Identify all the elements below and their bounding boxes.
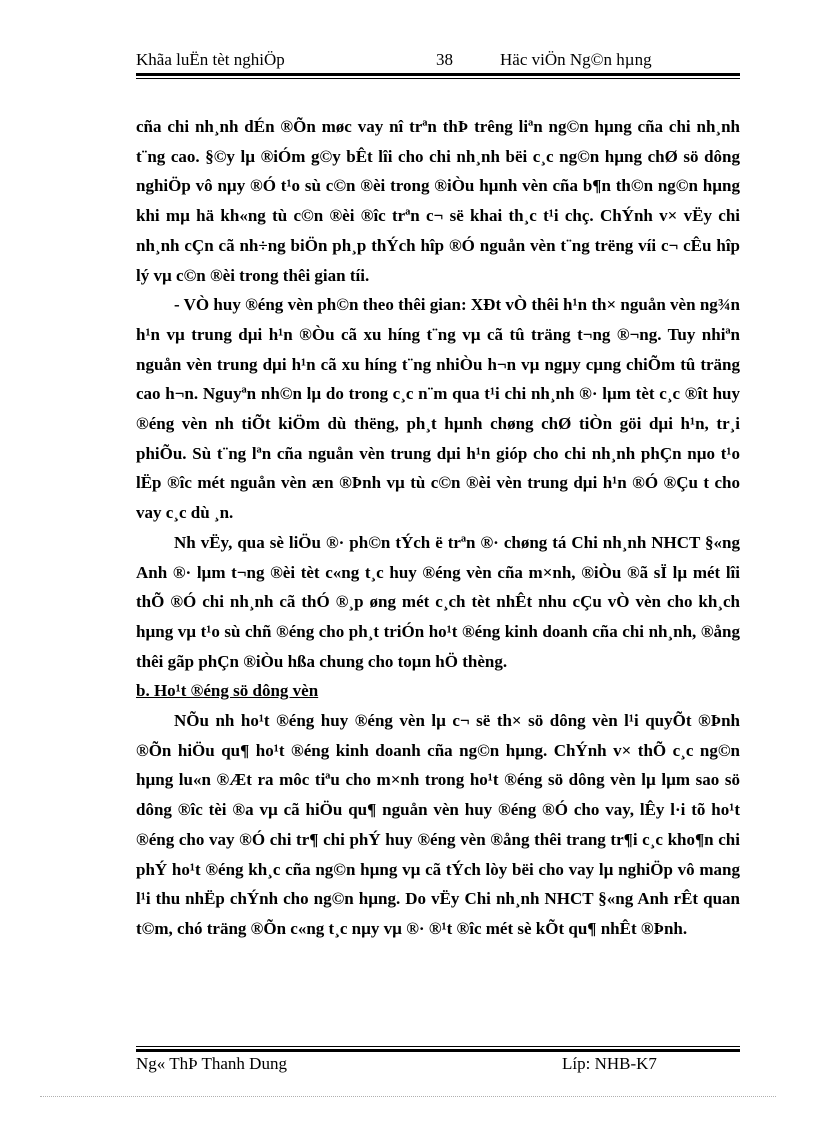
body-paragraph-2: - VÒ huy ®éng vèn ph©n theo thêi gian: XÐt vÒ thêi h¹n th× nguån vèn ng¾n h¹n vµ trung dµi h¹n ®Òu cã xu híng t¨ng vµ cã tû träng t¬ng ®¬ng. Tuy nhiªn nguån vèn trung dµi h¹n cã xu híng t¨ng nhiÒu h¬n vµ ngµy cµng chiÕm tû träng cao h¬n. Nguyªn nh©n lµ do trong c¸c n¨m qua t¹i chi nh¸nh ®· lµm tèt c¸c ®ît huy ®éng vèn nh tiÕt kiÖm dù thëng, ph¸t hµnh chøng chØ tiÒn göi dµi h¹n, tr¸i phiÕu. Sù t¨ng lªn cña nguån vèn trung dµi h¹n gióp cho chi nh¸nh phÇn nµo t¹o lËp ®îc mét nguån vèn æn ®Þnh vµ tù c©n ®èi vèn trung dµi h¹n ®Ó ®Çu t cho vay c¸c dù ¸n. xyxy=(136,295,740,523)
header-institution: Häc viÖn Ng©n hµng xyxy=(500,50,652,69)
page-bottom-divider xyxy=(40,1096,776,1097)
footer-rule-thick xyxy=(136,1049,740,1052)
body-paragraph-4: NÕu nh ho¹t ®éng huy ®éng vèn lµ c¬ së th× sö dông vèn l¹i quyÕt ®Þnh ®Õn hiÖu qu¶ ho¹t ®éng kinh doanh cña ng©n hµng. ChÝnh v× thÕ c¸c ng©n hµng lu«n ®Æt ra môc tiªu cho m×nh trong ho¹t ®éng sö dông vèn lµ lµm sao sö dông ®îc tèi ®a vµ cã hiÖu qu¶ nguån vèn huy ®éng ®Ó cho vay, lÊy l·i tõ ho¹t ®éng cho vay ®Ó chi tr¶ chi phÝ huy ®éng vèn ®ång thêi trang tr¶i c¸c kho¶n chi phÝ ho¹t ®éng kh¸c cña ng©n hµng vµ cã tÝch lòy bëi cho vay lµ nghiÖp vô mang l¹i thu nhËp chÝnh cho ng©n hµng. Do vËy Chi nh¸nh NHCT §«ng Anh rÊt quan t©m, chó träng ®Õn c«ng t¸c nµy vµ ®· ®¹t ®îc mét sè kÕt qu¶ nhÊt ®Þnh. xyxy=(136,711,740,938)
header-rule-thick xyxy=(136,73,740,76)
document-body xyxy=(136,112,740,944)
body-paragraph-3: Nh vËy, qua sè liÖu ®· ph©n tÝch ë trªn ®· chøng tá Chi nh¸nh NHCT §«ng Anh ®· lµm t¬ng ®èi tèt c«ng t¸c huy ®éng vèn cña m×nh, ®iÒu ®ã sÏ lµ mét lîi thÕ ®Ó chi nh¸nh cã thÓ ®¸p øng mét c¸ch tèt nhÊt nhu cÇu vÒ vèn cho kh¸ch hµng vµ t¹o sù chñ ®éng cho ph¸t triÓn ho¹t ®éng kinh doanh cña chi nh¸nh, ®ång thêi gãp phÇn ®iÒu hßa chung cho toµn hÖ thèng. xyxy=(136,532,740,671)
page-footer xyxy=(136,1054,740,1078)
page-header xyxy=(136,48,740,72)
footer-rule-thin xyxy=(136,1046,740,1047)
header-thesis-title: Khãa luËn tèt nghiÖp xyxy=(136,50,285,69)
body-paragraph-1: cña chi nh¸nh dÉn ®Õn møc vay nî trªn thÞ trêng liªn ng©n hµng cña chi nh¸nh t¨ng cao. §©y lµ ®iÓm g©y bÊt lîi cho chi nh¸nh bëi c¸c ng©n hµng chØ sö dông nghiÖp vô nµy ®Ó t¹o sù c©n ®èi trong ®iÒu hµnh vèn cña b¶n th©n ng©n hµng khi mµ hä kh«ng tù c©n ®èi ®îc trªn c¬ së khai th¸c t¹i chç. ChÝnh v× vËy chi nh¸nh cÇn cã nh÷ng biÖn ph¸p thÝch hîp ®Ó nguån vèn t¨ng trëng víi c¬ cÊu hîp lý vµ c©n ®èi trong thêi gian tíi. xyxy=(136,117,740,285)
page-number: 38 xyxy=(436,50,453,69)
footer-author: Ng« ThÞ Thanh Dung xyxy=(136,1054,287,1073)
section-heading: b. Ho¹t ®éng sö dông vèn xyxy=(136,681,319,701)
header-rule-thin xyxy=(136,78,740,79)
footer-class: Líp: NHB-K7 xyxy=(562,1054,657,1073)
